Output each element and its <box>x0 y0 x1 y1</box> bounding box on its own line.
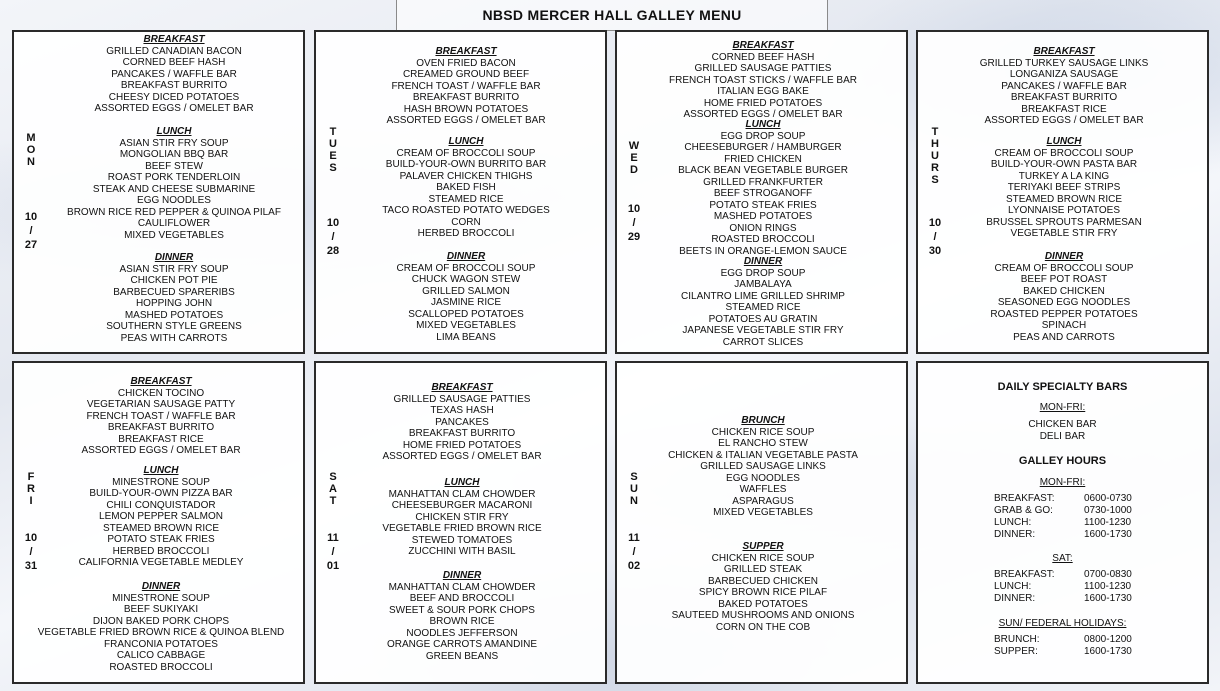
date-part: 30 <box>928 245 942 257</box>
menu-item: TERIYAKI BEEF STRIPS <box>1007 182 1121 193</box>
day-letter: F <box>27 471 35 483</box>
meal-label: BREAKFAST: <box>994 493 1055 504</box>
menu-item: CHEESEBURGER MACARONI <box>391 500 533 511</box>
menu-item: MASHED POTATOES <box>124 309 224 321</box>
menu-item: ASPARAGUS <box>732 495 794 507</box>
meal-time: 1600-1730 <box>1084 529 1132 540</box>
menu-item: PANCAKES / WAFFLE BAR <box>111 68 237 80</box>
menu-item: ASIAN STIR FRY SOUP <box>119 137 229 149</box>
dinner-header: DINNER <box>442 570 482 581</box>
menu-item: SOUTHERN STYLE GREENS <box>106 321 242 332</box>
menu-item: BREAKFAST BURRITO <box>120 80 228 91</box>
menu-item: BREAKFAST BURRITO <box>408 428 516 439</box>
menu-item: BREAKFAST RICE <box>1021 103 1107 115</box>
lunch-section <box>34 126 314 241</box>
meal-label: BRUNCH: <box>994 634 1040 645</box>
menu-item: BUILD-YOUR-OWN PASTA BAR <box>990 159 1138 170</box>
day-menu-panel <box>916 30 1209 354</box>
menu-item: CHICKEN RICE SOUP <box>711 552 815 564</box>
menu-item: TURKEY A LA KING <box>1018 170 1110 182</box>
date-part: / <box>632 217 636 229</box>
menu-item: CHICKEN RICE SOUP <box>711 426 815 438</box>
menu-item: LONGANIZA SAUSAGE <box>1009 69 1119 80</box>
menu-item: ROAST PORK TENDERLOIN <box>107 172 241 183</box>
breakfast-section <box>623 40 903 121</box>
date-part: / <box>632 546 636 558</box>
menu-item: GREEN BEANS <box>425 650 499 662</box>
specialty-title: DAILY SPECIALTY BARS <box>997 381 1128 393</box>
menu-item: FRENCH TOAST / WAFFLE BAR <box>391 80 541 92</box>
menu-item: EGG NOODLES <box>137 195 211 206</box>
day-letter: T <box>329 126 337 138</box>
menu-item: ASSORTED EGGS / OMELET BAR <box>382 451 542 462</box>
menu-item: SPICY BROWN RICE PILAF <box>698 587 828 598</box>
dinner-header: DINNER <box>446 251 486 262</box>
day-letter: R <box>27 483 35 495</box>
day-letter: U <box>329 138 337 150</box>
brunch-section <box>623 415 903 519</box>
date-part: / <box>331 546 335 558</box>
menu-item: SWEET & SOUR PORK CHOPS <box>389 604 535 616</box>
menu-item: ASSORTED EGGS / OMELET BAR <box>683 109 843 120</box>
menu-item: BAKED FISH <box>436 182 496 193</box>
menu-item: CALICO CABBAGE <box>116 650 206 661</box>
menu-item: BEETS IN ORANGE-LEMON SAUCE <box>679 245 847 257</box>
menu-item: CREAM OF BROCCOLI SOUP <box>994 147 1134 159</box>
specialty-item: CHICKEN BAR <box>1028 419 1097 430</box>
menu-item: CREAM OF BROCCOLI SOUP <box>396 262 536 274</box>
menu-item: STEAMED RICE <box>428 193 504 205</box>
menu-item: LYONNAISE POTATOES <box>1007 205 1121 216</box>
breakfast-header: BREAKFAST <box>143 34 205 45</box>
lunch-section <box>623 119 903 257</box>
meal-time: 1600-1730 <box>1084 646 1132 657</box>
breakfast-section <box>924 46 1204 127</box>
breakfast-header: BREAKFAST <box>435 46 497 57</box>
menu-item: LIMA BEANS <box>436 331 496 343</box>
lunch-header: LUNCH <box>444 477 480 488</box>
brunch-header: BRUNCH <box>741 415 785 426</box>
day-letter: R <box>931 162 939 174</box>
menu-item: JASMINE RICE <box>430 297 501 308</box>
day-letter: U <box>931 150 939 162</box>
dinner-header: DINNER <box>743 256 783 267</box>
menu-item: VEGETABLE STIR FRY <box>1010 228 1118 239</box>
meal-label: BREAKFAST: <box>994 569 1055 580</box>
date-part: 10 <box>24 532 38 544</box>
menu-item: MANHATTAN CLAM CHOWDER <box>388 488 536 500</box>
day-letter: N <box>27 156 35 168</box>
dinner-header: DINNER <box>154 252 194 263</box>
breakfast-section <box>326 46 606 127</box>
menu-item: DIJON BAKED PORK CHOPS <box>92 615 230 627</box>
meal-label: LUNCH: <box>994 517 1032 528</box>
day-letter: S <box>630 471 638 483</box>
menu-item: TEXAS HASH <box>430 405 494 416</box>
dinner-section <box>322 570 602 662</box>
menu-item: GRILLED STEAK <box>723 564 803 575</box>
menu-item: STEAMED RICE <box>725 302 801 313</box>
menu-item: FRENCH TOAST / WAFFLE BAR <box>86 410 236 422</box>
menu-item: CREAM OF BROCCOLI SOUP <box>994 262 1134 274</box>
menu-item: JAPANESE VEGETABLE STIR FRY <box>682 325 844 336</box>
page-title: NBSD MERCER HALL GALLEY MENU <box>396 0 828 31</box>
hours-group-label: SAT: <box>1052 553 1073 564</box>
menu-item: ASSORTED EGGS / OMELET BAR <box>81 445 241 456</box>
date-part: 28 <box>326 245 340 257</box>
meal-label: SUPPER: <box>994 646 1038 657</box>
menu-item: MINESTRONE SOUP <box>112 476 210 488</box>
menu-item: BRUSSEL SPROUTS PARMESAN <box>986 216 1142 228</box>
menu-item: ROASTED BROCCOLI <box>109 661 213 673</box>
menu-item: MONGOLIAN BBQ BAR <box>119 149 229 160</box>
menu-item: BEEF STROGANOFF <box>713 188 813 199</box>
day-letter: O <box>26 144 36 156</box>
day-letter: E <box>630 152 638 164</box>
menu-item: SAUTEED MUSHROOMS AND ONIONS <box>671 610 855 621</box>
menu-item: CORNED BEEF HASH <box>122 57 226 68</box>
day-letter: H <box>931 138 939 150</box>
specialty-panel <box>916 361 1209 684</box>
menu-item: HASH BROWN POTATOES <box>403 103 529 115</box>
dinner-section <box>924 251 1204 343</box>
menu-item: CORN ON THE COB <box>715 621 811 633</box>
menu-item: CHICKEN STIR FRY <box>415 511 509 523</box>
day-letter: S <box>329 162 337 174</box>
day-menu-panel <box>12 30 305 354</box>
menu-item: ASSORTED EGGS / OMELET BAR <box>386 115 546 126</box>
menu-item: ITALIAN EGG BAKE <box>717 86 809 97</box>
menu-item: ROASTED PEPPER POTATOES <box>990 308 1138 320</box>
menu-item: BEEF STEW <box>145 160 203 172</box>
menu-item: STEAMED BROWN RICE <box>102 522 220 534</box>
menu-item: MANHATTAN CLAM CHOWDER <box>388 581 536 593</box>
menu-item: VEGETABLE FRIED BROWN RICE <box>382 523 542 534</box>
day-letter: D <box>630 164 638 176</box>
menu-item: OVEN FRIED BACON <box>416 57 516 69</box>
menu-item: EGG DROP SOUP <box>720 130 806 142</box>
menu-item: CARROT SLICES <box>722 336 804 348</box>
date-part: / <box>29 225 33 237</box>
menu-item: SEASONED EGG NOODLES <box>997 297 1131 308</box>
menu-item: BREAKFAST BURRITO <box>107 422 215 433</box>
menu-item: POTATO STEAK FRIES <box>107 534 215 545</box>
menu-item: CHICKEN & ITALIAN VEGETABLE PASTA <box>668 449 858 461</box>
breakfast-header: BREAKFAST <box>1033 46 1095 57</box>
menu-item: FRIED CHICKEN <box>724 153 802 165</box>
day-letter: W <box>628 140 640 152</box>
hours-group-label: MON-FRI: <box>1039 477 1086 488</box>
hours-title: GALLEY HOURS <box>1018 455 1107 467</box>
date-part: 10 <box>24 211 38 223</box>
menu-item: EGG DROP SOUP <box>720 267 806 279</box>
menu-item: CALIFORNIA VEGETABLE MEDLEY <box>78 557 244 568</box>
specialty-subtitle: MON-FRI: <box>1039 402 1086 413</box>
date-part: / <box>29 546 33 558</box>
menu-item: FRENCH TOAST STICKS / WAFFLE BAR <box>669 74 857 86</box>
menu-item: FRANCONIA POTATOES <box>104 638 218 650</box>
date-part: 01 <box>326 560 340 572</box>
menu-item: BUILD-YOUR-OWN BURRITO BAR <box>385 159 547 170</box>
menu-item: ASSORTED EGGS / OMELET BAR <box>984 115 1144 126</box>
menu-item: BAKED CHICKEN <box>1023 285 1105 297</box>
breakfast-section <box>34 34 314 115</box>
lunch-header: LUNCH <box>448 136 484 147</box>
day-letter: E <box>329 150 337 162</box>
meal-label: DINNER: <box>994 593 1036 604</box>
menu-item: HOME FRIED POTATOES <box>402 439 522 451</box>
menu-item: VEGETARIAN SAUSAGE PATTY <box>86 399 236 410</box>
date-part: 11 <box>327 532 339 544</box>
menu-item: GRILLED CANADIAN BACON <box>106 45 242 57</box>
menu-item: GRILLED FRANKFURTER <box>703 176 823 188</box>
menu-item: GRILLED SAUSAGE PATTIES <box>694 63 832 74</box>
lunch-header: LUNCH <box>745 119 781 130</box>
menu-item: VEGETABLE FRIED BROWN RICE & QUINOA BLEND <box>37 627 285 638</box>
menu-item: BROWN RICE RED PEPPER & QUINOA PILAF <box>67 206 281 218</box>
date-part: 31 <box>24 560 38 572</box>
menu-item: WAFFLES <box>739 484 787 495</box>
meal-label: LUNCH: <box>994 581 1032 592</box>
dinner-header: DINNER <box>1044 251 1084 262</box>
dinner-section <box>21 581 301 673</box>
menu-item: ORANGE CARROTS AMANDINE <box>386 639 538 650</box>
supper-section <box>623 541 903 633</box>
lunch-header: LUNCH <box>1046 136 1082 147</box>
menu-item: CHEESEBURGER / HAMBURGER <box>684 142 842 153</box>
day-letter: U <box>630 483 638 495</box>
menu-item: BLACK BEAN VEGETABLE BURGER <box>678 165 848 176</box>
menu-item: TACO ROASTED POTATO WEDGES <box>382 205 550 216</box>
menu-item: LEMON PEPPER SALMON <box>99 511 223 522</box>
menu-item: SPINACH <box>1041 320 1087 331</box>
menu-item: BREAKFAST BURRITO <box>1010 92 1118 103</box>
date-part: / <box>331 231 335 243</box>
day-menu-panel <box>615 30 908 354</box>
day-letter: I <box>29 495 33 507</box>
menu-item: STEAK AND CHEESE SUBMARINE <box>92 183 256 195</box>
menu-item: GRILLED SALMON <box>422 285 510 297</box>
meal-time: 0730-1000 <box>1084 505 1132 516</box>
date-part: 10 <box>326 217 340 229</box>
dinner-section <box>34 252 314 344</box>
date-part: 10 <box>627 203 641 215</box>
menu-item: GRILLED TURKEY SAUSAGE LINKS <box>979 57 1149 69</box>
menu-item: MINESTRONE SOUP <box>112 592 210 604</box>
breakfast-section <box>21 376 301 457</box>
menu-item: EGG NOODLES <box>726 472 800 484</box>
menu-item: CREAM OF BROCCOLI SOUP <box>396 147 536 159</box>
meal-time: 0800-1200 <box>1084 634 1132 645</box>
menu-item: HOPPING JOHN <box>135 298 213 309</box>
day-letter: A <box>329 483 337 495</box>
date-part: 02 <box>627 560 641 572</box>
hours-group-label: SUN/ FEDERAL HOLIDAYS: <box>998 618 1127 629</box>
menu-item: HERBED BROCCOLI <box>417 228 515 239</box>
menu-item: CORNED BEEF HASH <box>711 51 815 63</box>
day-letter: T <box>329 495 337 507</box>
day-letter: M <box>26 132 36 144</box>
menu-item: BUILD-YOUR-OWN PIZZA BAR <box>89 488 233 499</box>
menu-item: JAMBALAYA <box>734 279 792 290</box>
menu-item: BARBECUED CHICKEN <box>707 575 819 587</box>
breakfast-header: BREAKFAST <box>732 40 794 51</box>
dinner-header: DINNER <box>141 581 181 592</box>
menu-item: PANCAKES <box>435 416 489 428</box>
day-menu-panel <box>12 361 305 684</box>
menu-item: CAULIFLOWER <box>137 218 211 229</box>
menu-item: MIXED VEGETABLES <box>713 507 813 518</box>
date-part: 10 <box>928 217 942 229</box>
menu-item: PALAVER CHICKEN THIGHS <box>399 170 533 182</box>
meal-label: DINNER: <box>994 529 1036 540</box>
menu-item: CHICKEN POT PIE <box>130 275 218 286</box>
dinner-section <box>623 256 903 348</box>
day-letter: N <box>630 495 638 507</box>
menu-item: STEAMED BROWN RICE <box>1005 193 1123 205</box>
lunch-header: LUNCH <box>143 465 179 476</box>
meal-time: 1100-1230 <box>1084 517 1132 528</box>
day-menu-panel <box>314 30 607 354</box>
menu-item: CHICKEN TOCINO <box>117 387 205 399</box>
lunch-section <box>322 477 602 558</box>
menu-item: ASSORTED EGGS / OMELET BAR <box>94 103 254 114</box>
lunch-section <box>326 136 606 240</box>
date-part: 11 <box>628 532 640 544</box>
menu-item: CORN <box>451 216 481 228</box>
menu-item: NOODLES JEFFERSON <box>406 627 518 639</box>
day-menu-panel <box>314 361 607 684</box>
menu-item: GRILLED SAUSAGE PATTIES <box>393 393 531 405</box>
menu-item: POTATOES AU GRATIN <box>708 313 818 325</box>
menu-item: EL RANCHO STEW <box>718 438 808 449</box>
day-menu-panel <box>615 361 908 684</box>
menu-item: CILANTRO LIME GRILLED SHRIMP <box>681 290 845 302</box>
menu-item: STEWED TOMATOES <box>411 534 513 546</box>
menu-item: SCALLOPED POTATOES <box>408 308 524 320</box>
menu-item: ZUCCHINI WITH BASIL <box>408 546 516 557</box>
menu-item: BREAKFAST BURRITO <box>412 92 520 103</box>
breakfast-header: BREAKFAST <box>130 376 192 387</box>
menu-item: MIXED VEGETABLES <box>416 320 516 331</box>
meal-time: 0600-0730 <box>1084 493 1132 504</box>
menu-item: BAKED POTATOES <box>718 598 808 610</box>
menu-item: HOME FRIED POTATOES <box>703 97 823 109</box>
date-part: 27 <box>24 239 38 251</box>
menu-item: BREAKFAST RICE <box>118 433 204 445</box>
menu-item: BROWN RICE <box>429 616 495 627</box>
menu-item: ROASTED BROCCOLI <box>711 234 815 245</box>
dinner-section <box>326 251 606 343</box>
menu-item: MASHED POTATOES <box>713 211 813 222</box>
menu-item: PANCAKES / WAFFLE BAR <box>1001 80 1127 92</box>
meal-time: 0700-0830 <box>1084 569 1132 580</box>
menu-item: PEAS WITH CARROTS <box>120 332 228 344</box>
menu-item: POTATO STEAK FRIES <box>709 199 817 211</box>
menu-item: CREAMED GROUND BEEF <box>402 69 530 80</box>
meal-time: 1100-1230 <box>1084 581 1132 592</box>
meal-time: 1600-1730 <box>1084 593 1132 604</box>
date-part: / <box>933 231 937 243</box>
lunch-section <box>21 465 301 569</box>
menu-item: PEAS AND CARROTS <box>1013 331 1115 343</box>
menu-item: CHEESY DICED POTATOES <box>108 91 240 103</box>
menu-item: GRILLED SAUSAGE LINKS <box>700 461 826 472</box>
day-letter: S <box>931 174 939 186</box>
meal-label: GRAB & GO: <box>994 505 1053 516</box>
menu-item: BEEF AND BROCCOLI <box>409 593 515 604</box>
menu-item: HERBED BROCCOLI <box>112 545 210 557</box>
lunch-section <box>924 136 1204 240</box>
breakfast-header: BREAKFAST <box>431 382 493 393</box>
lunch-header: LUNCH <box>156 126 192 137</box>
day-letter: S <box>329 471 337 483</box>
supper-header: SUPPER <box>742 541 784 552</box>
specialty-item: DELI BAR <box>1039 431 1086 442</box>
menu-item: BEEF SUKIYAKI <box>123 604 199 615</box>
menu-item: BARBECUED SPARERIBS <box>113 286 235 298</box>
menu-item: CHUCK WAGON STEW <box>411 274 521 285</box>
breakfast-section <box>322 382 602 463</box>
menu-item: ASIAN STIR FRY SOUP <box>119 263 229 275</box>
menu-item: CHILI CONQUISTADOR <box>106 499 216 511</box>
menu-item: BEEF POT ROAST <box>1020 274 1108 285</box>
menu-item: ONION RINGS <box>729 222 797 234</box>
date-part: 29 <box>627 231 641 243</box>
day-letter: T <box>931 126 939 138</box>
menu-item: MIXED VEGETABLES <box>124 229 224 241</box>
